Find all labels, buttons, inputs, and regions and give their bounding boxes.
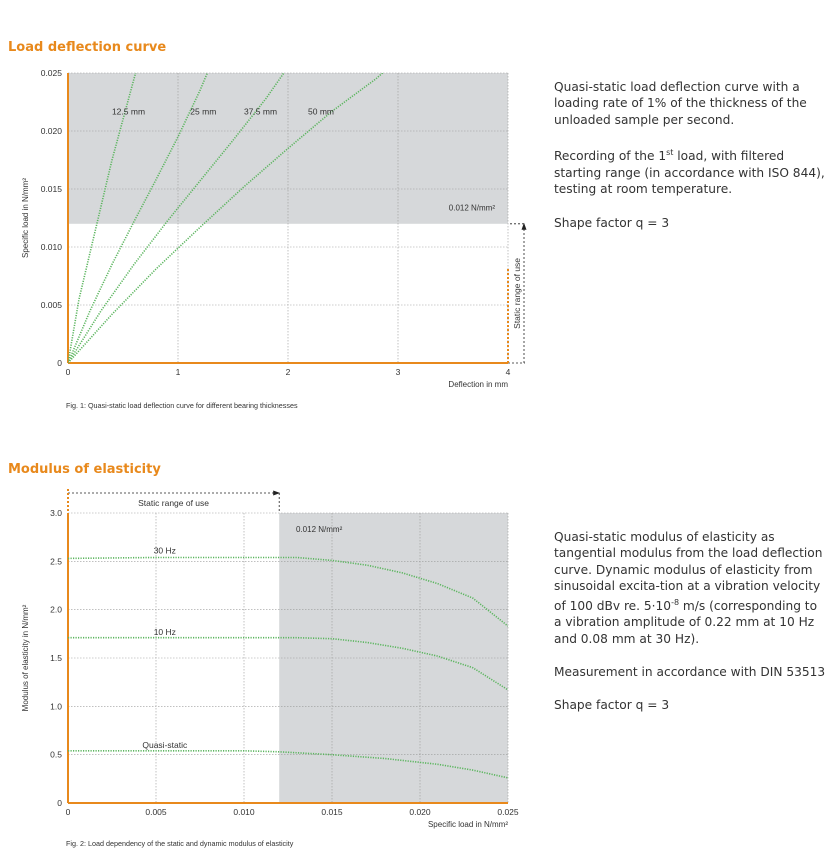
y-tick-label: 0.020 [40,126,62,136]
y-tick-label: 1.5 [50,653,62,663]
series-label: 12.5 mm [111,106,146,117]
description-paragraph: Quasi-static modulus of elasticity as tangential modulus from the load deflection curve. Dynamic modulus of elasticity from sinusoidal excita-tion at a vibration velocity of 100 dBv re. $5\cdot 10^{-8}$ m/s (corresponding to a vibration amplitude of 0.22 mm at 10 Hz and 0.08 mm at 30 Hz). [554,530,823,646]
x-tick-label: 0.025 [497,807,519,817]
description-paragraph: Recording of the 1st load, with filtered starting range (in accordance with ISO 844), testing at room temperature. [554,148,825,197]
x-axis-title: Specific load in N/mm² [427,820,508,829]
range-label: Static range of use [512,257,522,329]
x-tick-label: 1 [175,367,181,377]
chart-1 [21,59,527,389]
series-label: 37.5 mm [243,106,278,117]
y-tick-label: 1.0 [50,701,62,712]
description-paragraph: Quasi-static load deflection curve with a loading rate of 1% of the thickness of the unloaded sample per second. [554,80,807,127]
y-tick-label: 0 [57,798,62,808]
y-axis-title: Modulus of elasticity in N/mm² [21,604,30,712]
x-axis-title: Deflection in mm [448,380,508,389]
chart-2 [21,489,519,829]
y-tick-label: 0.5 [50,749,62,760]
y-tick-label: 2.5 [50,556,62,567]
figure-caption-1: Fig. 1: Quasi-static load deflection curve for different bearing thicknesses [66,401,298,410]
figure-caption-2: Fig. 2: Load dependency of the static and dynamic modulus of elasticity [66,839,294,848]
x-tick-label: 2 [285,367,291,377]
x-tick-label: 0 [65,367,71,377]
section-title-load-deflection: Load deflection curve [8,40,167,55]
section-title-modulus: Modulus of elasticity [8,462,161,477]
x-tick-label: 0 [65,807,71,817]
threshold-label: 0.012 N/mm² [448,203,495,213]
y-tick-label: 0.005 [40,300,62,310]
series-label: 10 Hz [153,626,176,637]
y-tick-label: 0.025 [40,68,62,78]
x-tick-label: 0.015 [321,807,343,817]
y-tick-label: 0 [57,358,62,368]
series-label: 50 mm [308,106,334,117]
range-label: Static range of use [138,498,210,508]
x-tick-label: 0.020 [409,807,431,817]
y-tick-label: 0.010 [40,242,62,252]
series-label: 30 Hz [153,545,176,556]
description-paragraph: Shape factor q = 3 [554,698,670,713]
x-tick-label: 3 [395,367,401,377]
description-paragraph: Measurement in accordance with DIN 53513 [554,664,826,679]
y-axis-title: Specific load in N/mm² [21,177,30,259]
description-paragraph: Shape factor q = 3 [554,215,670,230]
x-tick-label: 0.005 [145,807,167,817]
series-label: 25 mm [190,106,217,117]
y-tick-label: 3.0 [50,508,62,518]
y-tick-label: 2.0 [50,604,62,615]
series-label: Quasi-static [142,740,188,750]
x-tick-label: 0.010 [233,807,255,817]
x-tick-label: 4 [505,367,511,377]
y-tick-label: 0.015 [40,184,62,194]
threshold-label: 0.012 N/mm² [296,525,343,534]
